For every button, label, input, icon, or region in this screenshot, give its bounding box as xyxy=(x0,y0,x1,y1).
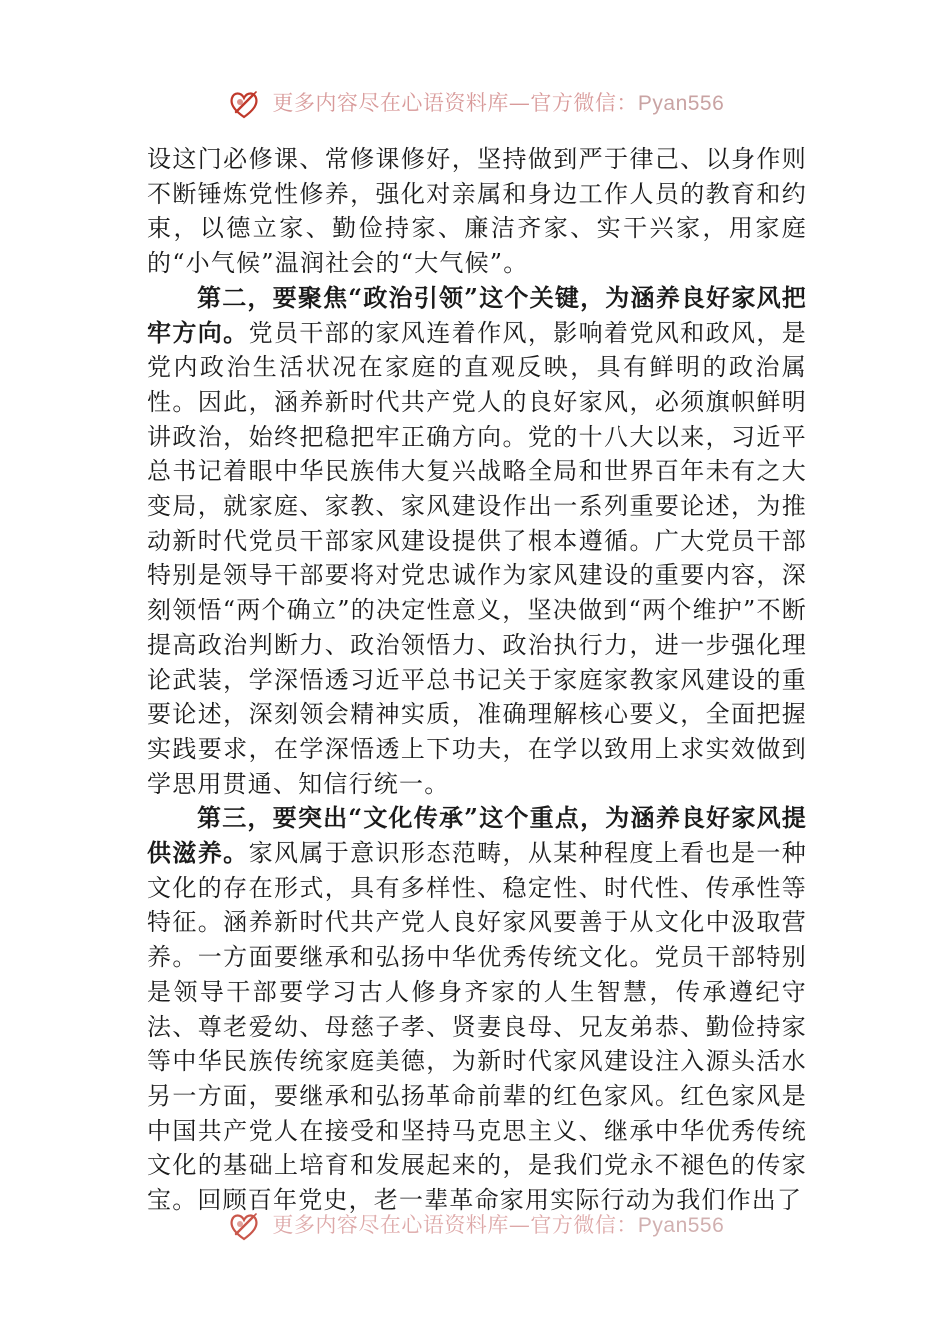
watermark-header xyxy=(0,84,950,120)
document-body xyxy=(147,142,807,1218)
paragraph-text: 党员干部的家风连着作风，影响着党风和政风，是党内政治生活状况在家庭的直观反映，具有鲜明的政治属性。因此，涵养新时代共产党人的良好家风，必须旗帜鲜明讲政治，始终把稳把牢正确方向。党的十八大以来，习近平总书记着眼中华民族伟大复兴战略全局和世界百年未有之大变局，就家庭、家教、家风建设作出一系列重要论述，为推动新时代党员干部家风建设提供了根本遵循。广大党员干部特别是领导干部要将对党忠诚作为家风建设的重要内容，深刻领悟“两个确立”的决定性意义，坚决做到“两个维护”不断提高政治判断力、政治领悟力、政治执行力，进一步强化理论武装，学深悟透习近平总书记关于家庭家教家风建设的重要论述，深刻领会精神实质，准确理解核心要义，全面把握实践要求，在学深悟透上下功夫，在学以致用上求实效做到学思用贯通、知信行统一。 xyxy=(147,318,807,798)
paragraph-text: 家风属于意识形态范畴，从某种程度上看也是一种文化的存在形式，具有多样性、稳定性、时代性、传承性等特征。涵养新时代共产党人良好家风要善于从文化中汲取营养。一方面要继承和弘扬中华优秀传统文化。党员干部特别是领导干部要学习古人修身齐家的人生智慧，传承遵纪守法、尊老爱幼、母慈子孝、贤妻良母、兄友弟恭、勤俭持家等中华民族传统家庭美德，为新时代家风建设注入源头活水另一方面，要继承和弘扬革命前辈的红色家风。红色家风是中国共产党人在接受和坚持马克思主义、继承中华优秀传统文化的基础上培育和发展起来的，是我们党永不褪色的传家宝。回顾百年党史，老一辈革命家用实际行动为我们作出了 xyxy=(147,839,807,1215)
paragraph-continued xyxy=(147,142,807,281)
paragraph-heading: 第二，要聚焦“政治引领”这个关键，为涵养良好家风把牢方向。 xyxy=(147,282,807,347)
watermark-text: 更多内容尽在心语资料库—官方微信：Pyan556 xyxy=(272,1213,725,1237)
watermark-text: 更多内容尽在心语资料库—官方微信：Pyan556 xyxy=(272,91,725,115)
watermark-footer xyxy=(0,1206,950,1242)
paragraph-text: 设这门必修课、常修课修好，坚持做到严于律己、以身作则不断锤炼党性修养，强化对亲属和身边工作人员的教育和约束，以德立家、勤俭持家、廉洁齐家、实干兴家，用家庭的“小气候”温润社会的“大气候”。 xyxy=(147,145,807,278)
paragraph-third xyxy=(147,801,807,1217)
paragraph-heading: 第三，要突出“文化传承”这个重点，为涵养良好家风提供滋养。 xyxy=(147,803,807,868)
pen-heart-logo xyxy=(226,1208,262,1244)
pen-heart-logo xyxy=(226,86,262,122)
paragraph-second xyxy=(147,281,807,802)
